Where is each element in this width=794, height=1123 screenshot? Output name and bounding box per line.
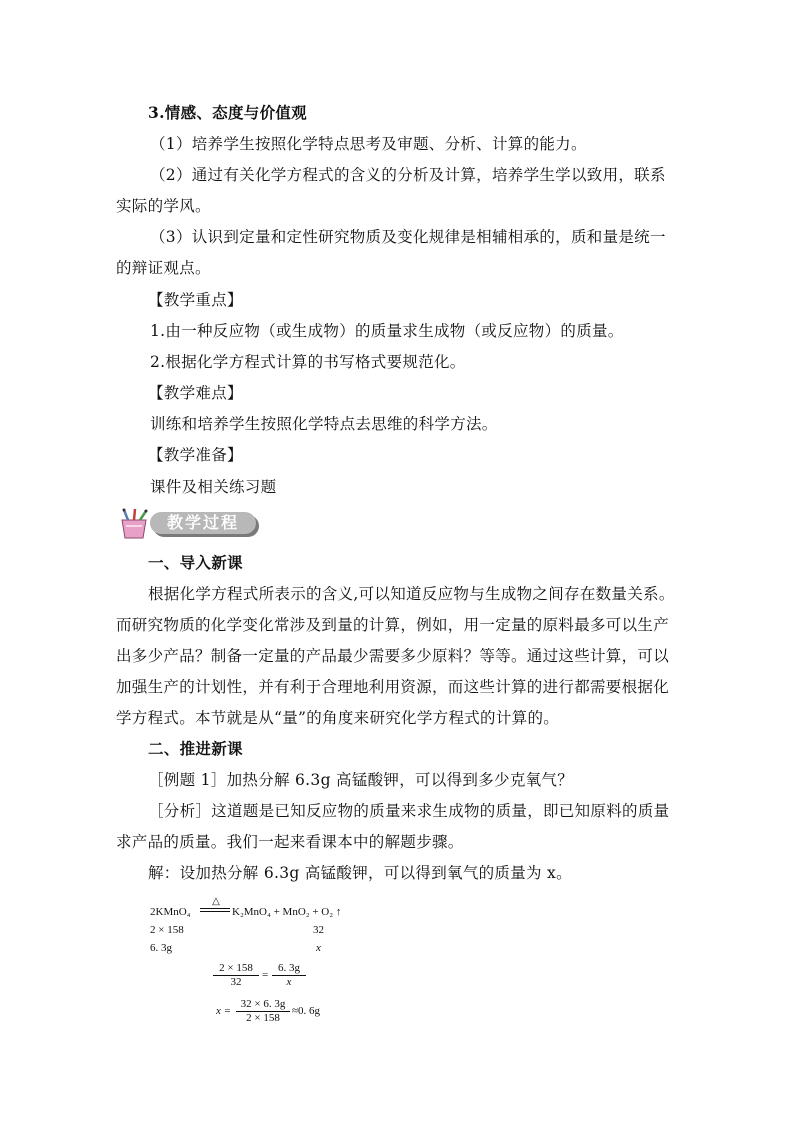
solution-line: 解：设加热分解 6.3g 高锰酸钾，可以得到氧气的质量为 x。 bbox=[148, 864, 572, 882]
intro-line-3: 出多少产品？制备一定量的产品最少需要多少原料？等等。通过这些计算，可以 bbox=[116, 647, 670, 665]
result-lhs bbox=[216, 1004, 231, 1018]
analysis-line-1: ［分析］这道题是已知反应物的质量来求生成物的质量，即已知原料的质量 bbox=[148, 802, 670, 820]
difficulties-heading: 【教学难点】 bbox=[148, 384, 243, 402]
preparation-1: 课件及相关练习题 bbox=[150, 478, 277, 496]
intro-line-2: 而研究物质的化学变化常涉及到量的计算，例如，用一定量的原料最多可以生产 bbox=[116, 616, 670, 634]
key-points-heading: 【教学重点】 bbox=[148, 291, 243, 309]
equation-reactant: 2KMnO₄ bbox=[150, 906, 191, 918]
intro-heading: 一、导入新课 bbox=[148, 553, 243, 572]
molar-mass-oxygen: 32 bbox=[313, 924, 324, 936]
values-item-3-line-2: 的辩证观点。 bbox=[116, 259, 211, 277]
intro-line-1: 根据化学方程式所表示的含义,可以知道反应物与生成物之间存在数量关系。 bbox=[148, 585, 675, 603]
equation-products: K₂MnO₄ + MnO₂ + O₂ ↑ bbox=[232, 906, 342, 918]
teaching-process-banner bbox=[116, 508, 276, 540]
preparation-heading: 【教学准备】 bbox=[148, 446, 243, 464]
example-1: ［例题 1］加热分解 6.3g 高锰酸钾，可以得到多少克氧气？ bbox=[148, 771, 574, 789]
unknown-mass: x bbox=[316, 942, 321, 954]
molar-mass-reactant: 2 × 158 bbox=[150, 924, 184, 936]
new-lesson-heading: 二、推进新课 bbox=[148, 739, 243, 758]
values-item-2-line-1: （2）通过有关化学方程式的含义的分析及计算，培养学生学以致用，联系 bbox=[150, 166, 666, 184]
given-mass: 6. 3g bbox=[150, 942, 172, 954]
equation-arrow-line-2 bbox=[200, 911, 230, 912]
ratio-left-fraction bbox=[213, 962, 259, 989]
ratio-left-denominator: 32 bbox=[230, 976, 242, 988]
result-lhs-text: x = bbox=[216, 1005, 232, 1017]
key-point-2: 2.根据化学方程式计算的书写格式要规范化。 bbox=[150, 353, 466, 371]
ratio-right-denominator: x bbox=[286, 976, 292, 988]
difficulty-1: 训练和培养学生按照化学特点去思维的科学方法。 bbox=[150, 415, 498, 433]
result-numerator: 32 × 6. 3g bbox=[236, 998, 290, 1012]
ratio-right-numerator: 6. 3g bbox=[272, 962, 306, 976]
result-denominator: 2 × 158 bbox=[246, 1012, 280, 1024]
ratio-right-fraction bbox=[272, 962, 306, 989]
result-fraction bbox=[236, 998, 290, 1025]
heat-condition: △ bbox=[212, 896, 220, 907]
banner-label: 教学过程 bbox=[150, 512, 256, 534]
intro-line-5: 学方程式。本节就是从“量”的角度来研究化学方程式的计算的。 bbox=[116, 709, 560, 727]
ratio-equals: = bbox=[262, 969, 269, 981]
values-item-2-line-2: 实际的学风。 bbox=[116, 197, 211, 215]
result-rhs: ≈0. 6g bbox=[292, 1005, 321, 1017]
equation-arrow-line-1 bbox=[200, 908, 230, 909]
section-heading-values: 3.情感、态度与价值观 bbox=[148, 103, 307, 122]
ratio-left-numerator: 2 × 158 bbox=[213, 962, 259, 976]
values-item-1: （1）培养学生按照化学特点思考及审题、分析、计算的能力。 bbox=[150, 135, 587, 153]
analysis-line-2: 求产品的质量。我们一起来看课本中的解题步骤。 bbox=[116, 833, 464, 851]
intro-line-4: 加强生产的计划性，并有利于合理地利用资源，而这些计算的进行都需要根据化 bbox=[116, 678, 670, 696]
values-item-3-line-1: （3）认识到定量和定性研究物质及变化规律是相辅相承的，质和量是统一 bbox=[150, 228, 666, 246]
key-point-1: 1.由一种反应物（或生成物）的质量求生成物（或反应物）的质量。 bbox=[150, 322, 624, 340]
